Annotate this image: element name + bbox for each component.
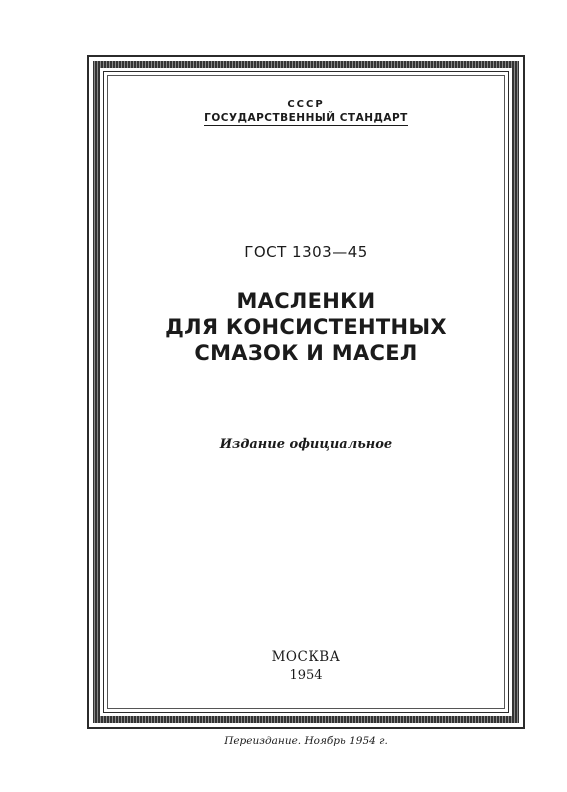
standard-type-label xyxy=(87,112,525,124)
reprint-note: Переиздание. Ноябрь 1954 г. xyxy=(224,735,388,747)
border-inner-line-secondary xyxy=(107,75,505,709)
title-line-3: СМАЗОК И МАСЕЛ xyxy=(194,341,418,365)
publication-year: 1954 xyxy=(289,668,323,683)
title-line-1: МАСЛЕНКИ xyxy=(236,289,376,313)
edition-label: Издание официальное xyxy=(219,437,393,452)
decorative-border-frame xyxy=(87,55,525,729)
publication-city: МОСКВА xyxy=(271,649,341,665)
standard-type-text: ГОСУДАРСТВЕННЫЙ СТАНДАРТ xyxy=(204,112,408,124)
country-label: СССР xyxy=(287,99,325,110)
gost-number: ГОСТ 1303—45 xyxy=(244,243,368,261)
document-title xyxy=(87,288,525,366)
title-line-2: ДЛЯ КОНСИСТЕНТНЫХ xyxy=(165,315,447,339)
